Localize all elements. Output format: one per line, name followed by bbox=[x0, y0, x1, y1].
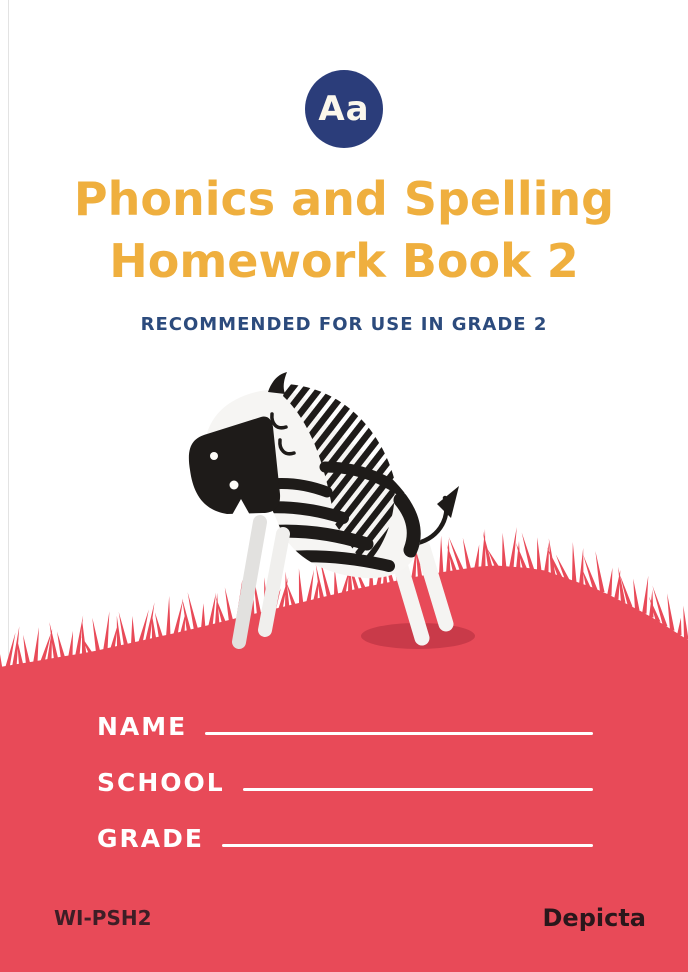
title-line-2: Homework Book 2 bbox=[109, 234, 579, 288]
grade-write-line bbox=[222, 844, 593, 848]
grade-field-label: GRADE bbox=[97, 824, 204, 853]
school-write-line bbox=[243, 788, 593, 792]
grade-field-row bbox=[97, 820, 593, 854]
zebra-muzzle bbox=[189, 417, 280, 514]
zebra-tail-tuft bbox=[437, 486, 459, 518]
school-field-label: SCHOOL bbox=[97, 768, 225, 797]
publisher-logo-text: Depicta bbox=[542, 904, 646, 932]
name-field-row bbox=[97, 708, 593, 742]
zebra-eye-dot bbox=[210, 452, 218, 460]
write-in-fields bbox=[97, 708, 593, 854]
cover-subtitle: RECOMMENDED FOR USE IN GRADE 2 bbox=[140, 314, 548, 335]
school-field-row bbox=[97, 764, 593, 798]
name-write-line bbox=[205, 732, 593, 736]
name-field-label: NAME bbox=[97, 712, 188, 741]
title-line-1: Phonics and Spelling bbox=[73, 172, 615, 226]
badge-label: Aa bbox=[318, 89, 370, 129]
zebra-nostril-dot bbox=[230, 481, 239, 490]
product-code: WI-PSH2 bbox=[54, 906, 152, 930]
